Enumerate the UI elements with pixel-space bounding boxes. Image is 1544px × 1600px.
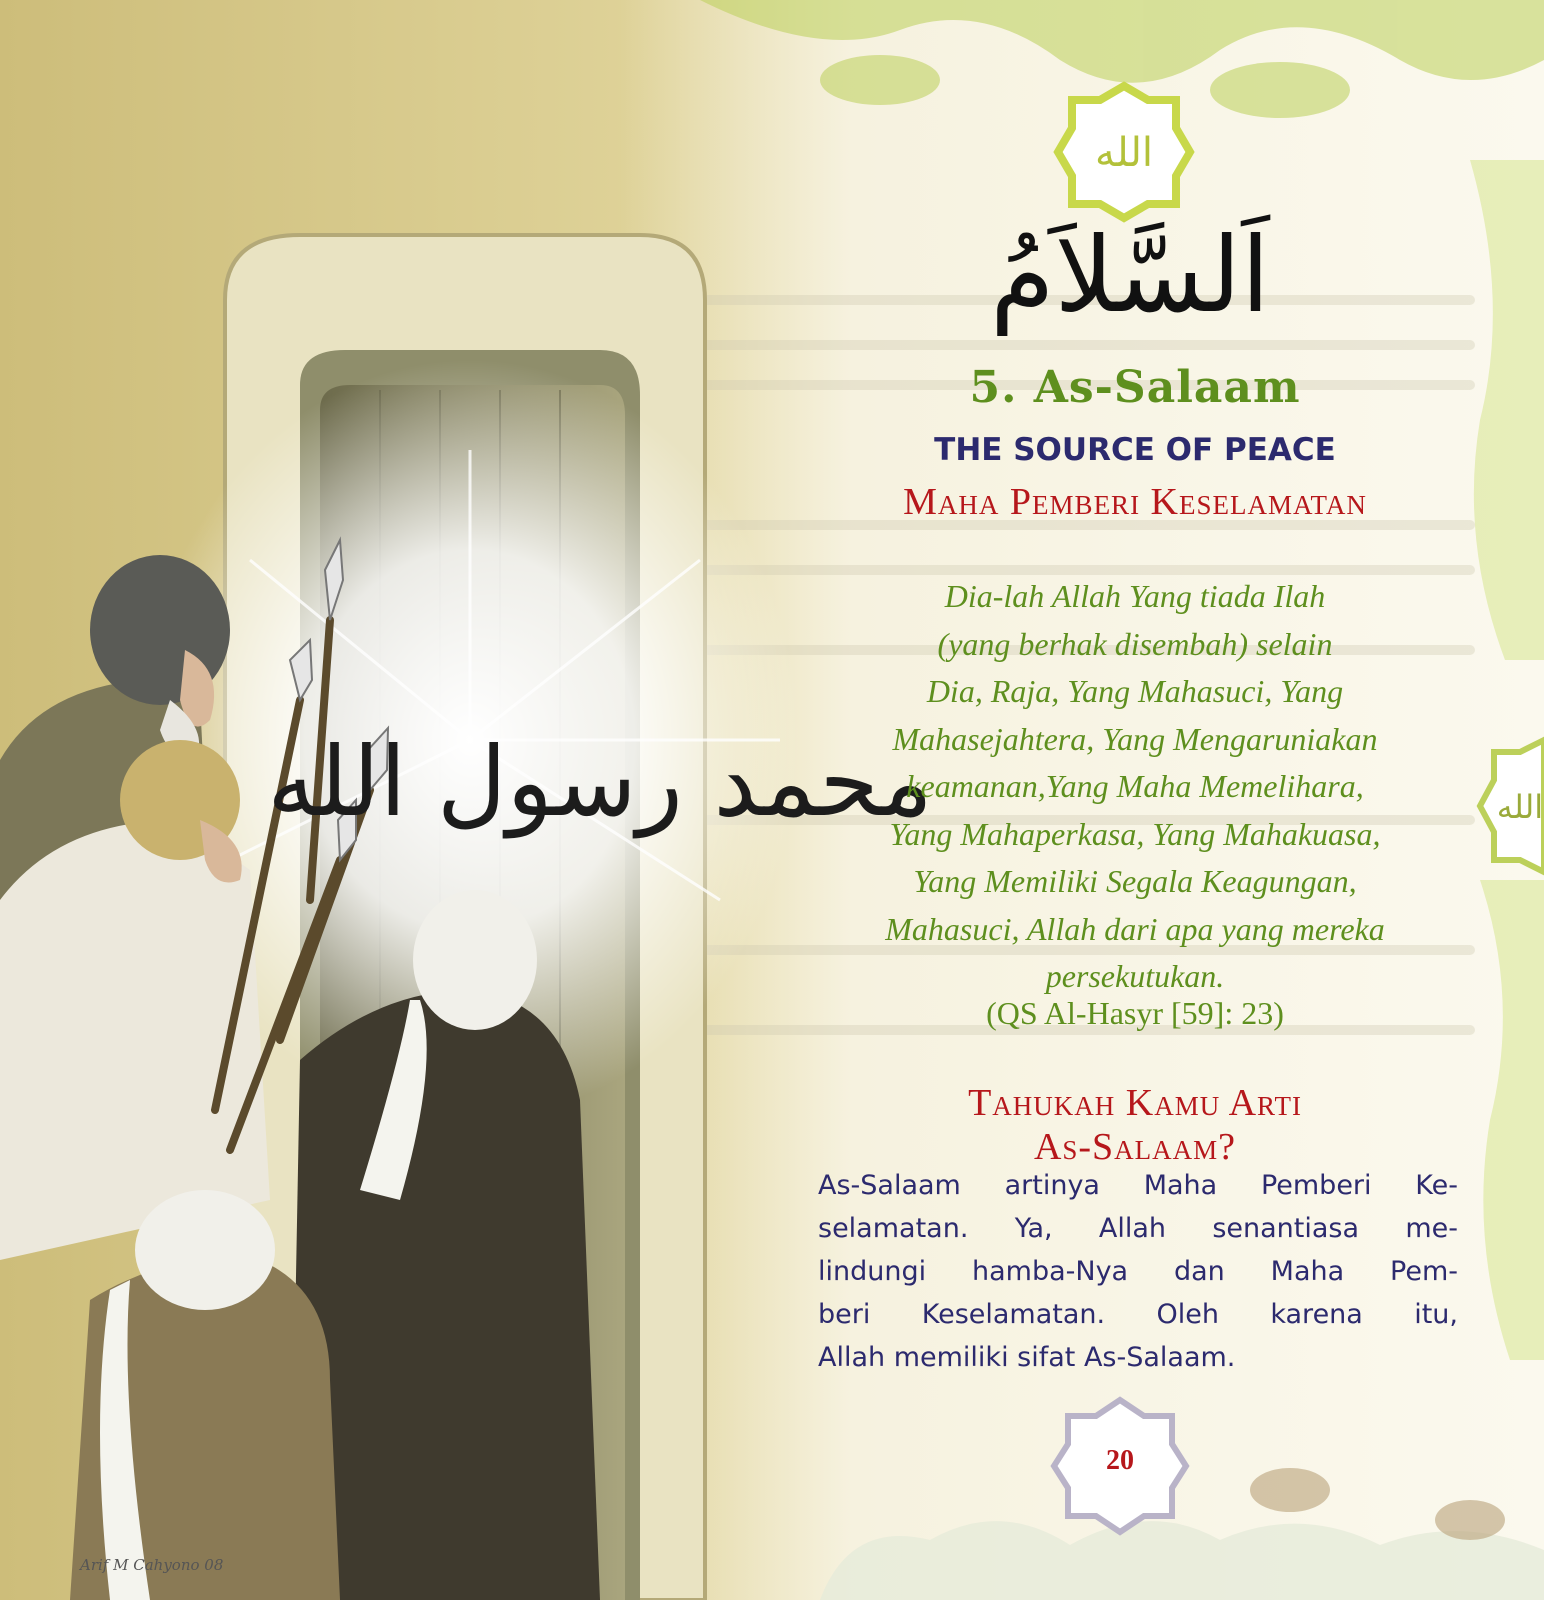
verse-line: (yang berhak disembah) selain bbox=[937, 625, 1333, 662]
allah-emblem-icon bbox=[1058, 86, 1190, 218]
artist-signature: Arif M Cahyono 08 bbox=[80, 1556, 224, 1574]
verse-reference: (QS Al-Hasyr [59]: 23) bbox=[986, 995, 1284, 1031]
verse-line: Mahasejahtera, Yang Mengaruniakan bbox=[892, 720, 1378, 757]
page-number: 20 bbox=[1106, 1445, 1134, 1476]
muhammad-calligraphy: محمد رسول الله bbox=[267, 726, 933, 838]
explanation-line: beri Keselamatan. Oleh karena itu, bbox=[818, 1299, 1458, 1330]
name-heading: 5. As-Salaam bbox=[969, 362, 1301, 413]
verse-line: Mahasuci, Allah dari apa yang mereka bbox=[885, 910, 1385, 947]
allah-emblem-text: الله bbox=[1095, 130, 1153, 176]
quran-verse bbox=[810, 573, 1460, 1001]
question-line: As-Salaam? bbox=[1033, 1126, 1237, 1168]
verse-line: keamanan,Yang Maha Memelihara, bbox=[906, 768, 1364, 804]
explanation-line: lindungi hamba-Nya dan Maha Pem- bbox=[818, 1256, 1458, 1287]
verse-line: Yang Mahaperkasa, Yang Mahakuasa, bbox=[889, 815, 1381, 852]
indonesian-meaning: Maha Pemberi Keselamatan bbox=[903, 481, 1367, 523]
question-heading bbox=[810, 1081, 1460, 1169]
explanation-paragraph bbox=[818, 1164, 1458, 1379]
side-emblem-text: الله bbox=[1496, 788, 1544, 826]
verse-line: Dia, Raja, Yang Mahasuci, Yang bbox=[926, 673, 1344, 709]
verse-line: persekutukan. bbox=[1045, 958, 1225, 994]
verse-line: Yang Memiliki Segala Keagungan, bbox=[913, 863, 1357, 899]
arabic-name: اَلسَّلاَمُ bbox=[990, 214, 1270, 336]
explanation-line: As-Salaam artinya Maha Pemberi Ke- bbox=[818, 1170, 1458, 1201]
explanation-line: selamatan. Ya, Allah senantiasa me- bbox=[818, 1213, 1458, 1244]
explanation-line: Allah memiliki sifat As-Salaam. bbox=[818, 1342, 1236, 1373]
verse-line: Dia-lah Allah Yang tiada Ilah bbox=[944, 578, 1326, 614]
question-line: Tahukah Kamu Arti bbox=[968, 1082, 1302, 1124]
english-meaning: THE SOURCE OF PEACE bbox=[934, 432, 1336, 468]
